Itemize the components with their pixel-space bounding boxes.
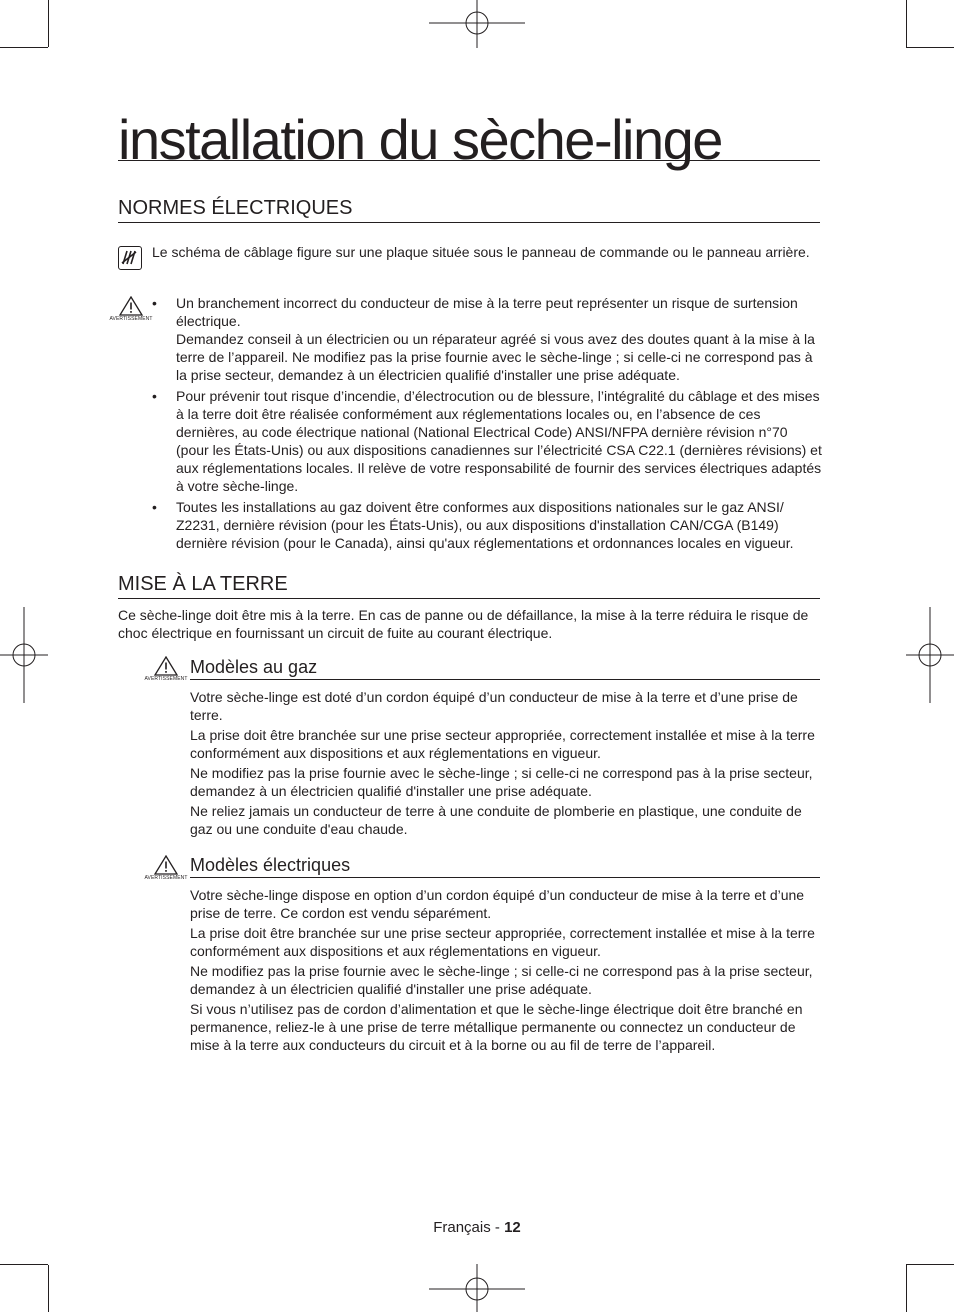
- note-icon: [118, 246, 142, 270]
- section-heading-terre: MISE À LA TERRE: [118, 573, 820, 599]
- electriques-paragraphs: [190, 886, 820, 1056]
- paragraph: Ne modifiez pas la prise fournie avec le sèche-linge ; si celle-ci ne correspond pas à la prise secteur, demandez à un électricien qualifié d'installer une prise adéquate.: [190, 765, 813, 799]
- warning-icon: [119, 296, 143, 316]
- sub-heading-gaz: Modèles au gaz: [190, 657, 820, 680]
- bullet-icon: •: [152, 295, 157, 311]
- list-item-text: Un branchement incorrect du conducteur de mise à la terre peut représenter un risque de surtension électrique.: [176, 295, 798, 329]
- registration-mark-top: [429, 0, 525, 48]
- page-footer: [0, 1218, 954, 1238]
- warning-label: AVERTISSEMENT: [144, 875, 188, 881]
- crop-mark: [48, 1265, 49, 1312]
- section-heading-normes: NORMES ÉLECTRIQUES: [118, 197, 820, 223]
- registration-mark-bottom: [429, 1264, 525, 1312]
- list-item: [152, 387, 824, 495]
- crop-mark: [48, 0, 49, 47]
- bullet-icon: •: [152, 388, 157, 404]
- warning-block-gaz: [142, 656, 190, 686]
- wiring-note: Le schéma de câblage figure sur une plaque située sous le panneau de commande ou le panneau arrière.: [152, 244, 810, 260]
- list-item: [152, 498, 824, 552]
- warning-list: [152, 294, 824, 555]
- sub-heading-electriques: Modèles électriques: [190, 855, 820, 878]
- page-number: 12: [504, 1219, 521, 1236]
- paragraph: La prise doit être branchée sur une prise secteur appropriée, correctement installée et mise à la terre conformément aux dispositions et aux réglementations en vigueur.: [190, 727, 815, 761]
- grounding-intro: Ce sèche-linge doit être mis à la terre. En cas de panne ou de défaillance, la mise à la terre réduira le risque de choc électrique en fournissant un circuit de fuite au courant électrique.: [118, 607, 809, 641]
- paragraph: Ne modifiez pas la prise fournie avec le sèche-linge ; si celle-ci ne correspond pas à la prise secteur, demandez à un électricien qualifié d'installer une prise adéquate.: [190, 963, 813, 997]
- list-item-text: Demandez conseil à un électricien ou un réparateur agréé si vous avez des doutes quant à la mise à la terre de l’appareil. Ne modifiez pas la prise fournie avec le sèche-linge ; si celle-ci ne correspond pas à la prise secteur, demandez à un électricien qualifié d'installer une prise adéquate.: [176, 331, 815, 383]
- crop-mark: [0, 1264, 48, 1265]
- warning-block-electriques: [142, 855, 190, 885]
- paragraph: Votre sèche-linge dispose en option d’un cordon équipé d’un conducteur de mise à la terre et d’une prise de terre. Ce cordon est vendu séparément.: [190, 887, 805, 921]
- registration-mark-left: [0, 607, 48, 703]
- paragraph: Votre sèche-linge est doté d’un cordon équipé d’un conducteur de mise à la terre et d’une prise de terre.: [190, 689, 798, 723]
- paragraph: La prise doit être branchée sur une prise secteur appropriée, correctement installée et mise à la terre conformément aux dispositions et aux réglementations en vigueur.: [190, 925, 815, 959]
- footer-language: Français -: [433, 1219, 505, 1236]
- crop-mark: [906, 1265, 907, 1312]
- list-item-text: Pour prévenir tout risque d’incendie, d’électrocution ou de blessure, l’intégralité du câblage et des mises à la terre doit être réalisée conformément aux réglementations locales ou, en l’absence de ces dernières, au code électrique national (National Electrical Code) ANSI/NFPA dernière révision n°70 (pour les États-Unis) ou aux dispositions canadiennes sur l’électricité CSA C22.1 (dernières révisions) et aux réglementations locales. Il relève de votre responsabilité de fournir des services électriques adaptés à votre sèche-linge.: [176, 388, 822, 494]
- warning-label: AVERTISSEMENT: [109, 316, 153, 322]
- gaz-paragraphs: [190, 688, 820, 840]
- list-item-text: Toutes les installations au gaz doivent être conformes aux dispositions nationales sur le gaz ANSI/ Z2231, dernière révision (pour les États-Unis), ou aux dispositions d'installation CAN/CGA (B149) dernière révision (pour le Canada), ainsi qu'aux réglementations et ordonnances locales en vigueur.: [176, 499, 794, 551]
- warning-icon: [154, 656, 178, 676]
- warning-block-normes: [107, 296, 155, 326]
- bullet-icon: •: [152, 499, 157, 515]
- crop-mark: [906, 1264, 954, 1265]
- warning-icon: [154, 855, 178, 875]
- warning-label: AVERTISSEMENT: [144, 676, 188, 682]
- paragraph: Si vous n’utilisez pas de cordon d’alimentation et que le sèche-linge électrique doit être branché en permanence, reliez-le à une prise de terre métallique permanente ou connectez un conducteur de mise à la terre aux conducteurs du circuit et à la borne ou au fil de terre de l’appareil.: [190, 1001, 803, 1053]
- crop-mark: [906, 47, 954, 48]
- paragraph: Ne reliez jamais un conducteur de terre à une conduite de plomberie en plastique, une conduite de gaz ou une conduite d'eau chaude.: [190, 803, 802, 837]
- crop-mark: [906, 0, 907, 47]
- list-item: [152, 294, 824, 384]
- registration-mark-right: [906, 607, 954, 703]
- crop-mark: [0, 47, 48, 48]
- page-title: installation du sèche-linge: [118, 106, 820, 161]
